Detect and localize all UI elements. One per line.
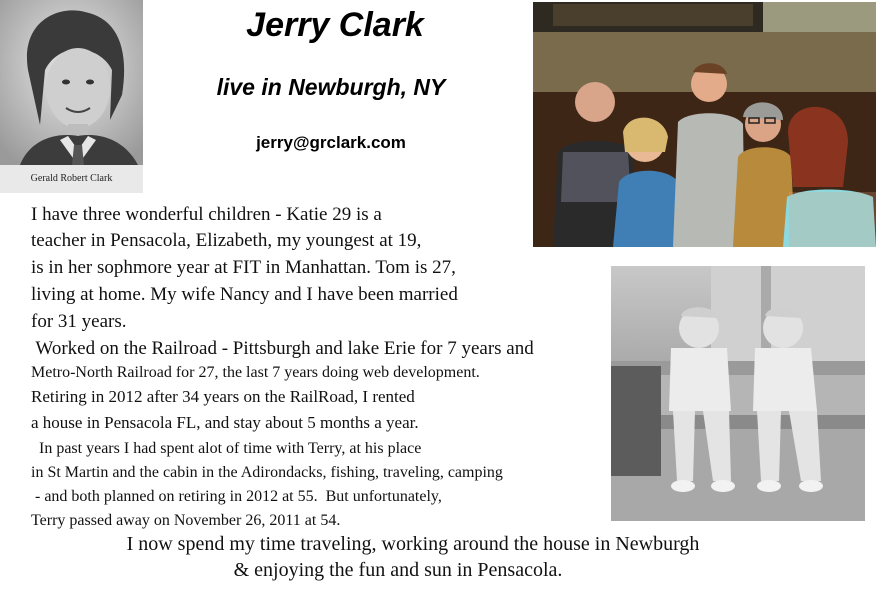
bio-line: I now spend my time traveling, working around the house in Newburgh	[126, 533, 700, 555]
bio-line: is in her sophmore year at FIT in Manhattan. Tom is 27,	[31, 257, 456, 278]
portrait-caption: Gerald Robert Clark	[0, 165, 143, 193]
bio-line: In past years I had spent alot of time with Terry, at his place	[31, 440, 422, 457]
bio-line: Worked on the Railroad - Pittsburgh and lake Erie for 7 years and	[31, 338, 534, 359]
bio-line: a house in Pensacola FL, and stay about 5 months a year.	[31, 413, 419, 432]
family-photo-image	[533, 2, 876, 247]
twins-photo-image	[611, 266, 865, 521]
bio-line: Metro-North Railroad for 27, the last 7 years doing web development.	[31, 364, 480, 381]
yearbook-portrait-image	[0, 0, 143, 165]
page-title: Jerry Clark	[246, 6, 424, 44]
email-link[interactable]: jerry@grclark.com	[256, 133, 406, 152]
bio-line: Terry passed away on November 26, 2011 at 54.	[31, 512, 341, 529]
bio-line: in St Martin and the cabin in the Adirondacks, fishing, traveling, camping	[31, 464, 503, 481]
bio-line: Retiring in 2012 after 34 years on the RailRoad, I rented	[31, 387, 415, 406]
bio-line: teacher in Pensacola, Elizabeth, my youngest at 19,	[31, 230, 422, 251]
bio-line: - and both planned on retiring in 2012 at 55. But unfortunately,	[31, 488, 442, 505]
bio-line: for 31 years.	[31, 311, 127, 332]
bio-line: & enjoying the fun and sun in Pensacola.	[233, 559, 563, 581]
bio-line: living at home. My wife Nancy and I have been married	[31, 284, 458, 305]
location-subtitle: live in Newburgh, NY	[216, 74, 446, 100]
bio-line: I have three wonderful children - Katie 29 is a	[31, 204, 382, 225]
